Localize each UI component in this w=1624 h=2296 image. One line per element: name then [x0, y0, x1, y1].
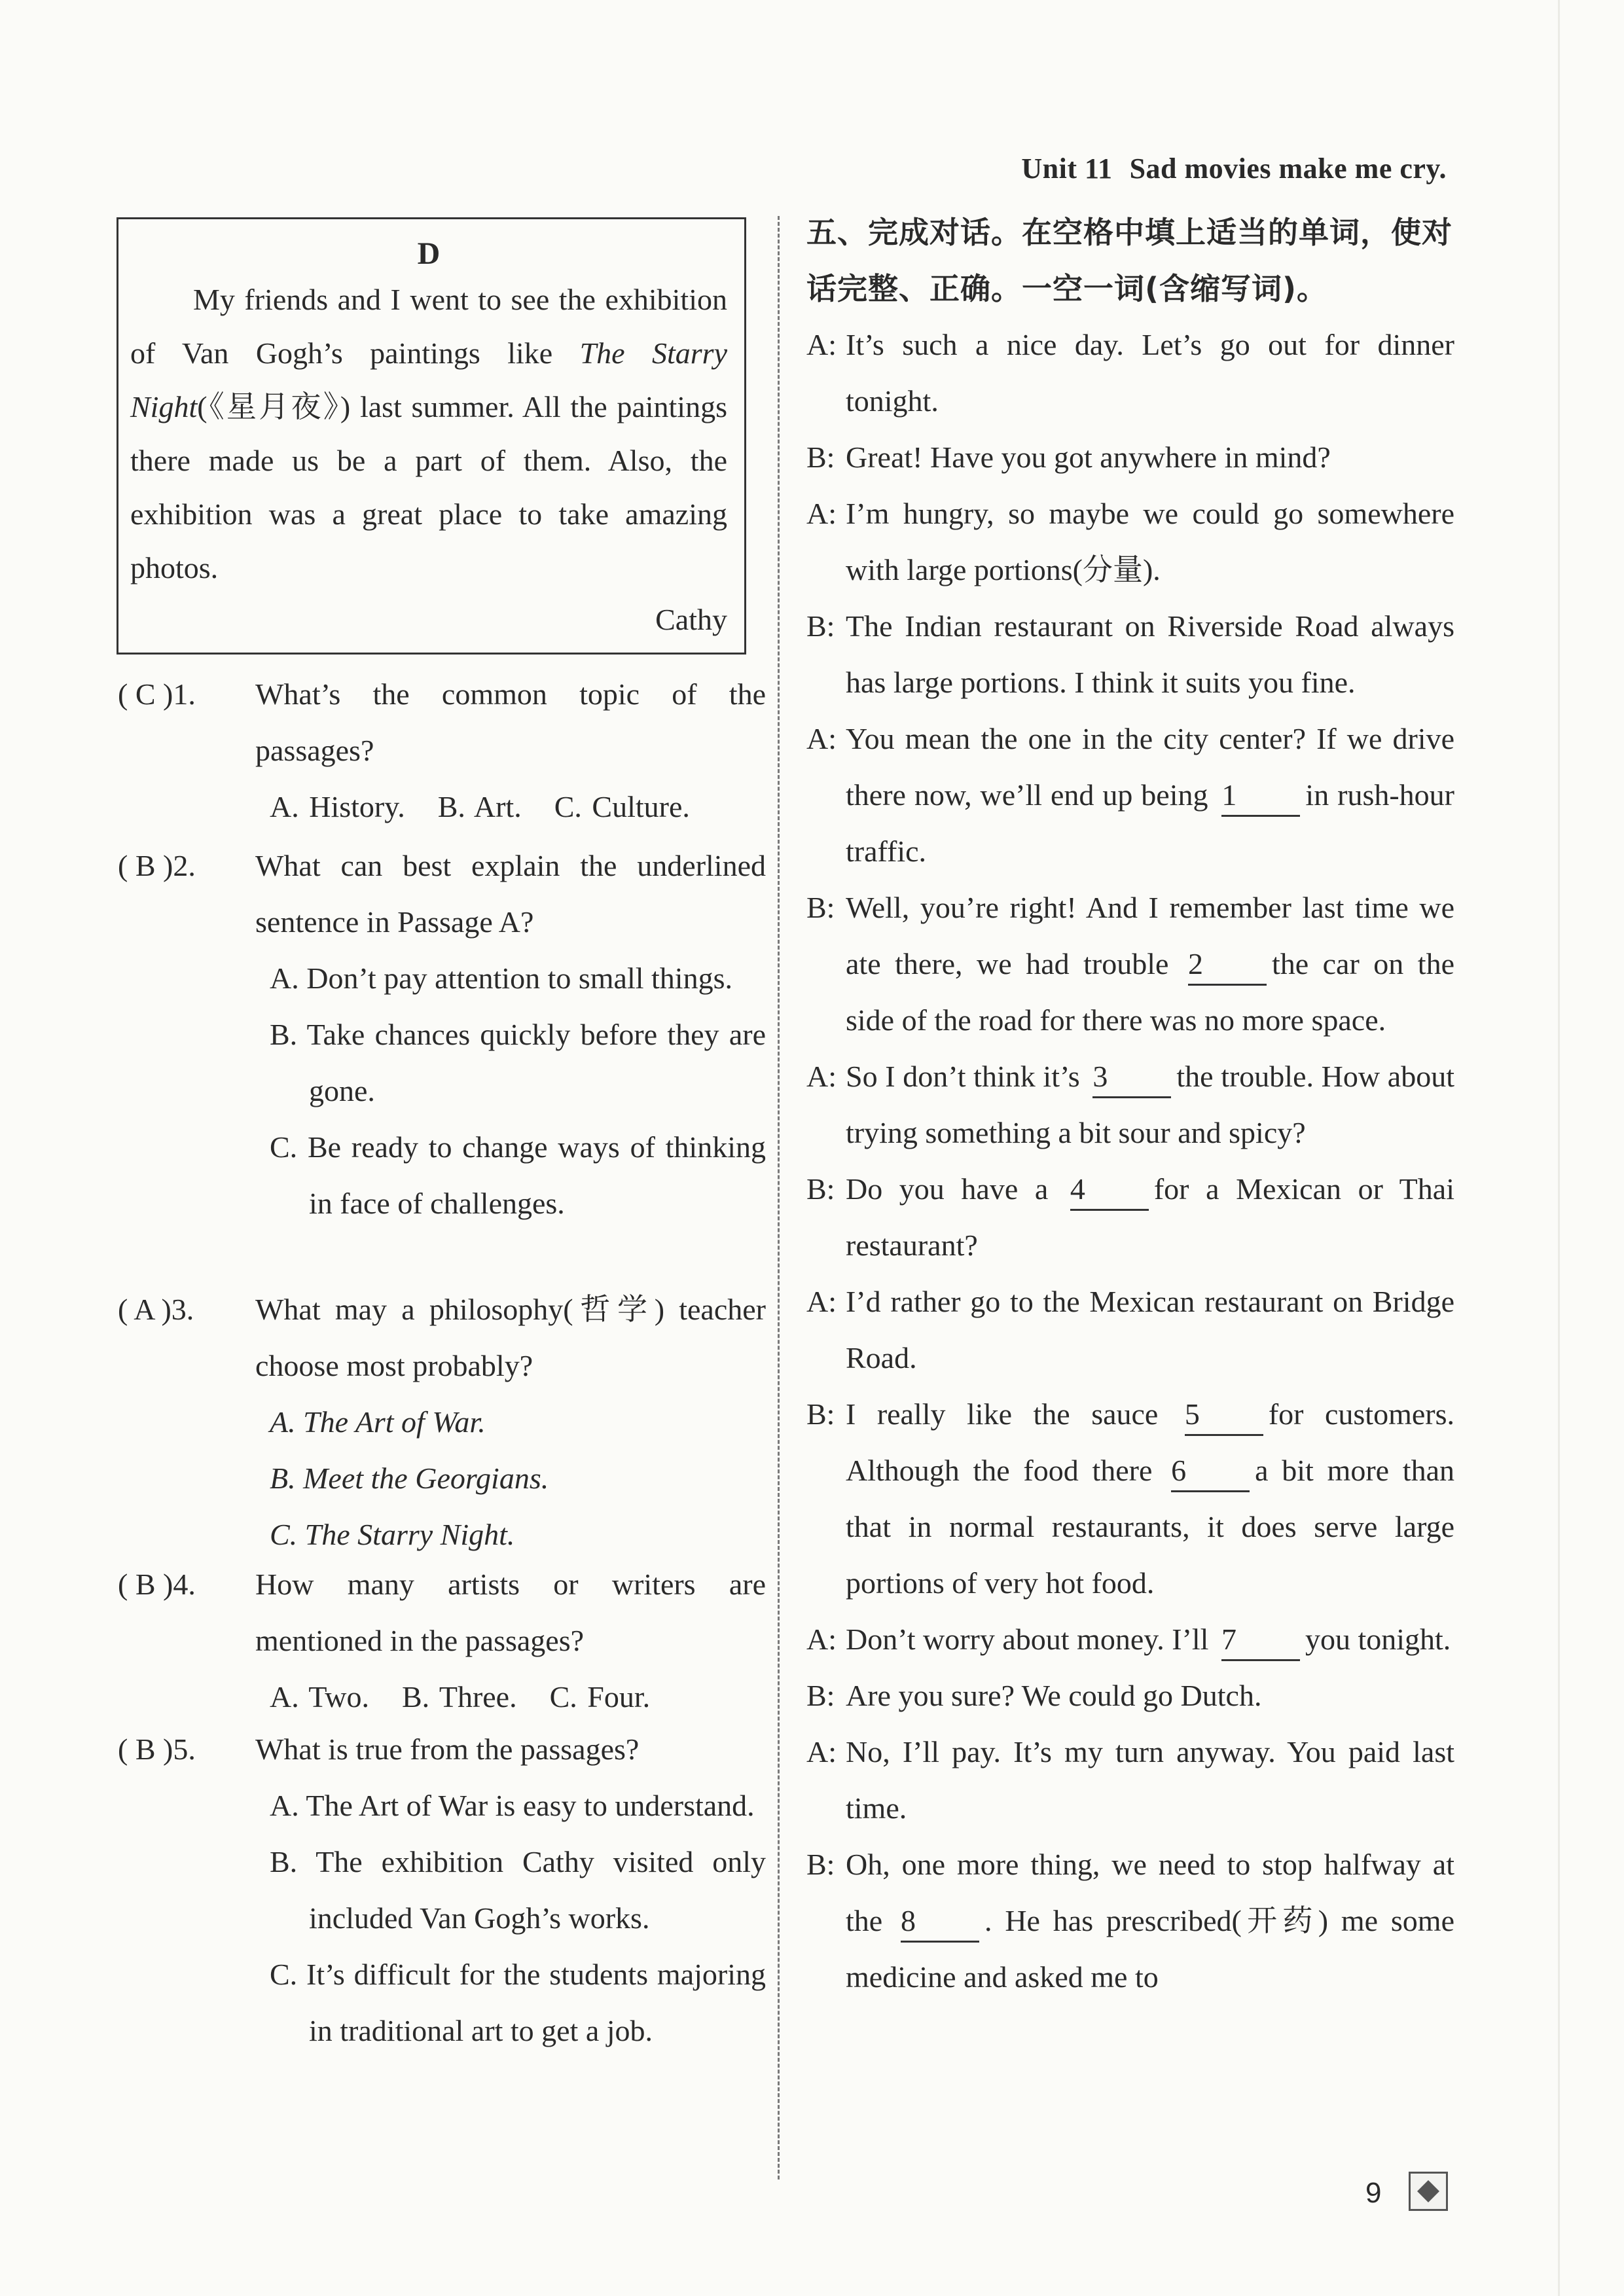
- question-5-option-a: A. The Art of War is easy to understand.: [270, 1789, 755, 1822]
- passage-d-text: My friends and I went to see the exhibition of Van Gogh’s paintings like The Starry Night(《星月夜》) last summer. All the paintings there made us be a part of them. Also, the exhibition was a great place to take amazing photos.: [130, 283, 727, 584]
- blank-4[interactable]: 4: [1070, 1170, 1149, 1211]
- question-5-stem: What is true from the passages?: [255, 1732, 640, 1766]
- question-2-option-a: A. Don’t pay attention to small things.: [270, 961, 732, 995]
- page-number: 9: [1365, 2177, 1382, 2209]
- dialogue-line-3: A: I’m hungry, so maybe we could go somewhere with large portions(分量).: [806, 497, 1454, 586]
- dialogue-line-7: A: So I don’t think it’s 3 the trouble. How about trying something a bit sour and spicy?: [806, 1049, 1454, 1161]
- passage-d-title: D: [417, 236, 441, 271]
- dialogue-line-6: B: Well, you’re right! And I remember last time we ate there, we had trouble 2 the car on the side of the road for there was no more space.: [806, 891, 1455, 1037]
- question-2-stem: What can best explain the underlined sentence in Passage A?: [255, 849, 766, 939]
- question-3: [118, 1282, 766, 1563]
- passage-d-box: [117, 217, 746, 655]
- question-5-option-c: C. It’s difficult for the students majoring in traditional art to get a job.: [270, 1958, 766, 2047]
- blank-7[interactable]: 7: [1221, 1620, 1300, 1661]
- question-1-stem: What’s the common topic of the passages?: [255, 677, 766, 767]
- dialogue-line-14: B: Oh, one more thing, we need to stop halfway at the 8 . He has prescribed(开药) me some medicine and asked me to: [806, 1848, 1454, 1994]
- blank-2[interactable]: 2: [1188, 944, 1267, 986]
- dialogue-line-8: B: Do you have a 4 for a Mexican or Thai restaurant?: [806, 1161, 1454, 1274]
- blank-1[interactable]: 1: [1221, 776, 1300, 817]
- answer-4: ( B )4.: [118, 1568, 196, 1601]
- question-3-option-c: C. The Starry Night.: [270, 1518, 515, 1551]
- dialogue-line-1: A: It’s such a nice day. Let’s go out for dinner tonight.: [806, 328, 1454, 418]
- dialogue-line-4: B: The Indian restaurant on Riverside Road always has large portions. I think it suits you fine.: [806, 609, 1454, 699]
- question-3-stem: What may a philosophy(哲学) teacher choose most probably?: [255, 1293, 766, 1382]
- dialogue-line-5: A: You mean the one in the city center? If we drive there now, we’ll end up being 1 in rush-hour traffic.: [806, 722, 1454, 868]
- question-3-option-a: A. The Art of War.: [270, 1405, 486, 1439]
- answer-1: ( C )1.: [118, 677, 196, 711]
- question-3-option-b: B. Meet the Georgians.: [270, 1462, 549, 1495]
- page-edge-shadow: [1558, 0, 1560, 2296]
- blank-3[interactable]: 3: [1092, 1057, 1171, 1098]
- question-4-options: A. Two. B. Three. C. Four.: [270, 1680, 651, 1713]
- blank-5[interactable]: 5: [1185, 1395, 1263, 1436]
- answer-3: ( A )3.: [118, 1293, 194, 1326]
- section-5: [806, 204, 1454, 2005]
- question-2-option-c: C. Be ready to change ways of thinking in face of challenges.: [270, 1130, 766, 1220]
- dialogue-line-11: A: Don’t worry about money. I’ll 7 you tonight.: [806, 1611, 1454, 1668]
- question-1: [118, 666, 766, 835]
- passage-d-author: Cathy: [655, 603, 727, 636]
- header-unit: Unit 11: [1021, 152, 1113, 185]
- running-header: [988, 152, 1447, 185]
- answer-5: ( B )5.: [118, 1732, 196, 1766]
- blank-6[interactable]: 6: [1171, 1451, 1250, 1492]
- dialogue-line-12: B: Are you sure? We could go Dutch.: [806, 1679, 1262, 1712]
- section-5-title: 五、完成对话。在空格中填上适当的单词，使对话完整、正确。一空一词(含缩写词)。: [806, 215, 1453, 306]
- question-4: [118, 1556, 766, 1725]
- dialogue-line-2: B: Great! Have you got anywhere in mind?: [806, 440, 1331, 474]
- dialogue-line-13: A: No, I’ll pay. It’s my turn anyway. You paid last time.: [806, 1735, 1454, 1825]
- question-2-option-b: B. Take chances quickly before they are gone.: [270, 1018, 766, 1107]
- answer-2: ( B )2.: [118, 849, 196, 882]
- column-divider: [778, 216, 780, 2179]
- question-2: [118, 838, 766, 1232]
- diamond-icon: [1409, 2172, 1448, 2211]
- dialogue-line-9: A: I’d rather go to the Mexican restaurant on Bridge Road.: [806, 1285, 1454, 1374]
- question-5: [118, 1721, 766, 2059]
- header-title: Sad movies make me cry.: [1129, 152, 1447, 185]
- question-5-option-b: B. The exhibition Cathy visited only included Van Gogh’s works.: [270, 1845, 766, 1935]
- blank-8[interactable]: 8: [901, 1901, 979, 1943]
- question-1-options: A. History. B. Art. C. Culture.: [270, 790, 690, 823]
- dialogue-line-10: B: I really like the sauce 5 for customers. Although the food there 6 a bit more than that in normal restaurants, it does serve large portions of very hot food.: [806, 1386, 1454, 1611]
- question-4-stem: How many artists or writers are mentioned in the passages?: [255, 1568, 766, 1657]
